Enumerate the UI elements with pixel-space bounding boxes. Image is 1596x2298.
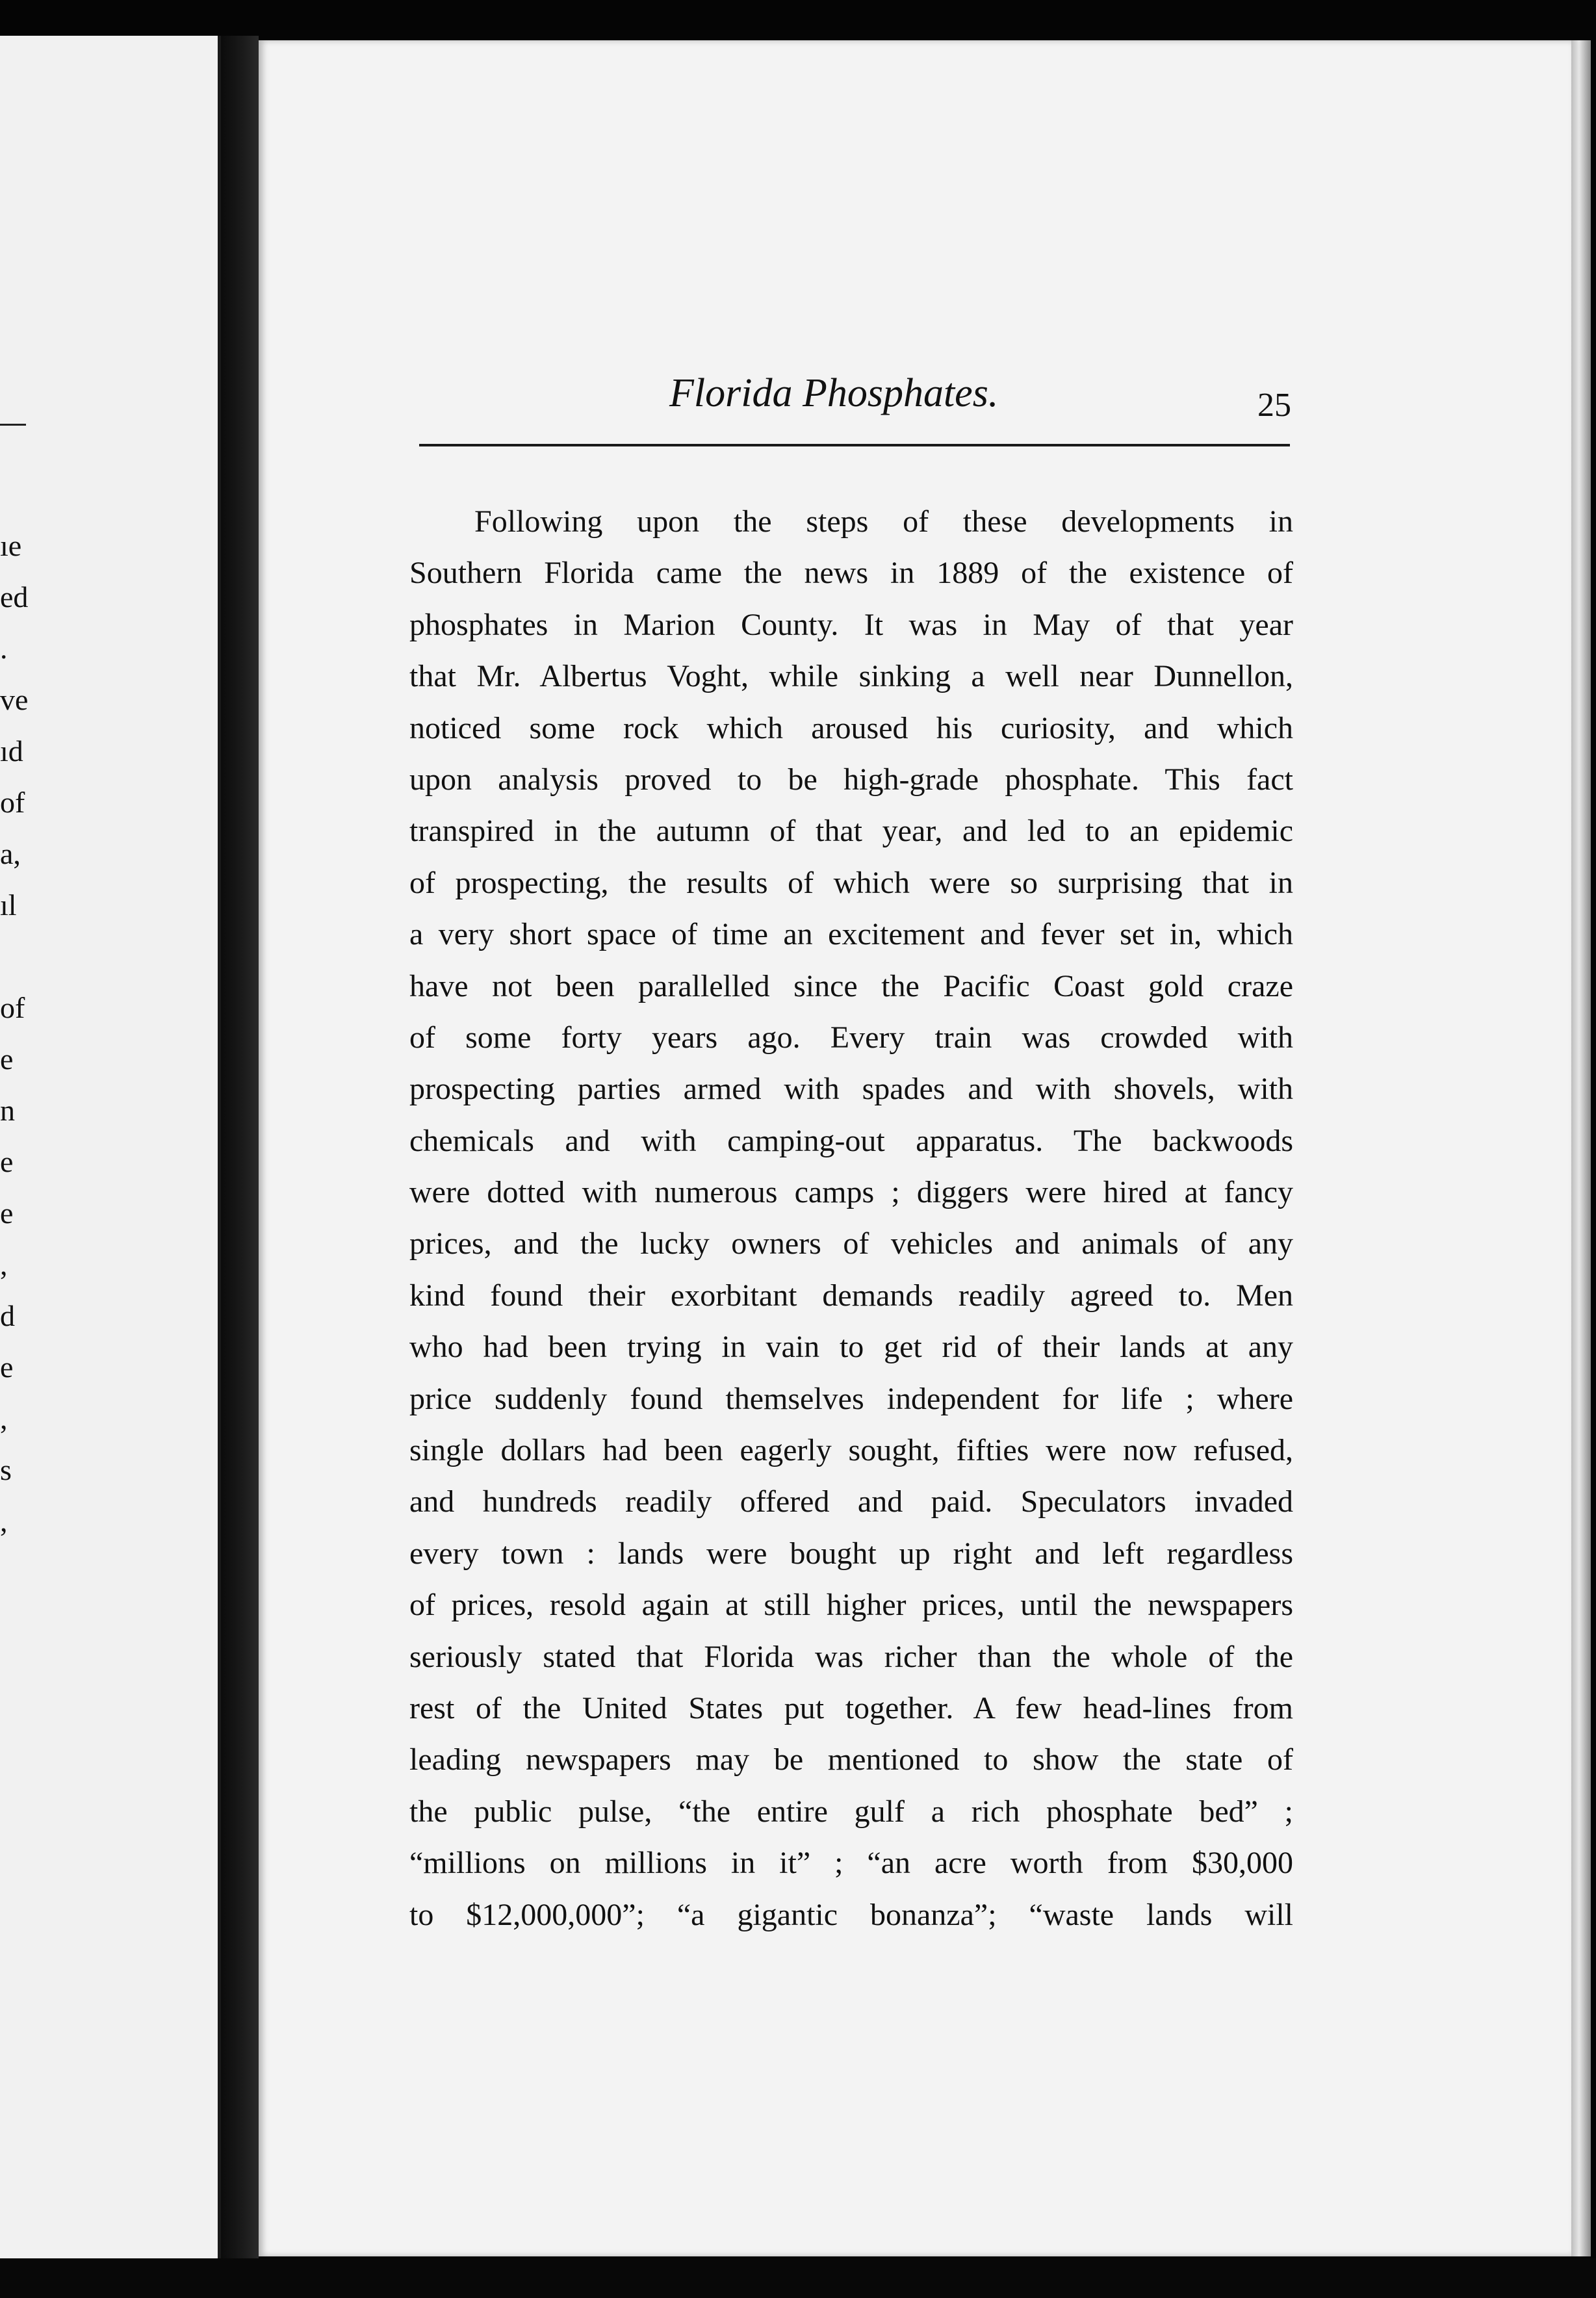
text-line: every town : lands were bought up right and left regardless [409, 1536, 1293, 1571]
text-line: a very short space of time an excitement and fever set in, which [409, 917, 1293, 952]
text-line: leading newspapers may be mentioned to show the state of [409, 1742, 1293, 1777]
left-fragment: s [0, 1453, 12, 1486]
left-fragment: of [0, 786, 25, 819]
text-line: “millions on millions in it” ; “an acre worth from $30,000 [409, 1846, 1293, 1881]
text-line: Southern Florida came the news in 1889 of the existence of [409, 556, 1293, 591]
left-fragment: ıl [0, 888, 17, 922]
left-fragment: , [0, 1504, 8, 1538]
left-fragment: . [0, 632, 8, 665]
text-line: prospecting parties armed with spades and with shovels, with [409, 1072, 1293, 1107]
text-line: of prices, resold again at still higher prices, until the newspapers [409, 1588, 1293, 1623]
left-fragment: ıe [0, 529, 22, 562]
left-fragment: a, [0, 837, 21, 870]
text-line: of some forty years ago. Every train was crowded with [409, 1020, 1293, 1055]
text-line: seriously stated that Florida was richer than the whole of the [409, 1639, 1293, 1674]
left-fragment: e [0, 1145, 14, 1178]
left-fragment: n [0, 1094, 15, 1127]
text-line: of prospecting, the results of which were so surprising that in [409, 865, 1293, 900]
left-fragment: e [0, 1196, 14, 1230]
text-line: the public pulse, “the entire gulf a rich phosphate bed” ; [409, 1794, 1293, 1829]
left-fragment: ed [0, 580, 29, 613]
text-line: who had been trying in vain to get rid of their lands at any [409, 1330, 1293, 1365]
text-line: chemicals and with camping-out apparatus. The backwoods [409, 1123, 1293, 1158]
text-line: single dollars had been eagerly sought, fifties were now refused, [409, 1433, 1293, 1468]
text-line: transpired in the autumn of that year, and led to an epidemic [409, 814, 1293, 849]
left-page-text-fragments [0, 520, 78, 1547]
left-page-rule [0, 424, 26, 426]
text-line: and hundreds readily offered and paid. Speculators invaded [409, 1484, 1293, 1519]
text-line: Following upon the steps of these developments in [474, 504, 1293, 539]
text-line: price suddenly found themselves independent for life ; where [409, 1381, 1293, 1416]
text-line: phosphates in Marion County. It was in May of that year [409, 607, 1293, 642]
text-line: kind found their exorbitant demands readily agreed to. Men [409, 1278, 1293, 1313]
left-fragment [0, 931, 78, 982]
left-fragment: , [0, 1248, 8, 1281]
left-fragment: of [0, 991, 25, 1024]
scan-bottom-edge [0, 2258, 1596, 2298]
running-head: Florida Phosphates. [669, 371, 999, 415]
text-line: to $12,000,000”; “a gigantic bonanza”; “waste lands will [409, 1897, 1293, 1932]
left-fragment: e [0, 1042, 14, 1076]
text-line: have not been parallelled since the Pacific Coast gold craze [409, 968, 1293, 1003]
header-rule [419, 444, 1290, 446]
text-line: that Mr. Albertus Voght, while sinking a well near Dunnellon, [409, 659, 1293, 694]
text-line: noticed some rock which aroused his curiosity, and which [409, 710, 1293, 745]
book-gutter [221, 36, 259, 2258]
left-fragment: ve [0, 683, 29, 716]
left-fragment: , [0, 1402, 8, 1435]
left-fragment: d [0, 1299, 15, 1332]
text-line: prices, and the lucky owners of vehicles and animals of any [409, 1226, 1293, 1261]
right-page-edge [1571, 40, 1591, 2256]
left-fragment: e [0, 1350, 14, 1384]
body-text [409, 496, 1293, 1941]
text-line: rest of the United States put together. A few head-lines from [409, 1690, 1293, 1725]
left-page [0, 36, 222, 2258]
left-fragment: ıd [0, 734, 23, 768]
text-line: upon analysis proved to be high-grade phosphate. This fact [409, 762, 1293, 797]
text-line: were dotted with numerous camps ; diggers were hired at fancy [409, 1175, 1293, 1210]
page-number: 25 [1257, 387, 1291, 424]
